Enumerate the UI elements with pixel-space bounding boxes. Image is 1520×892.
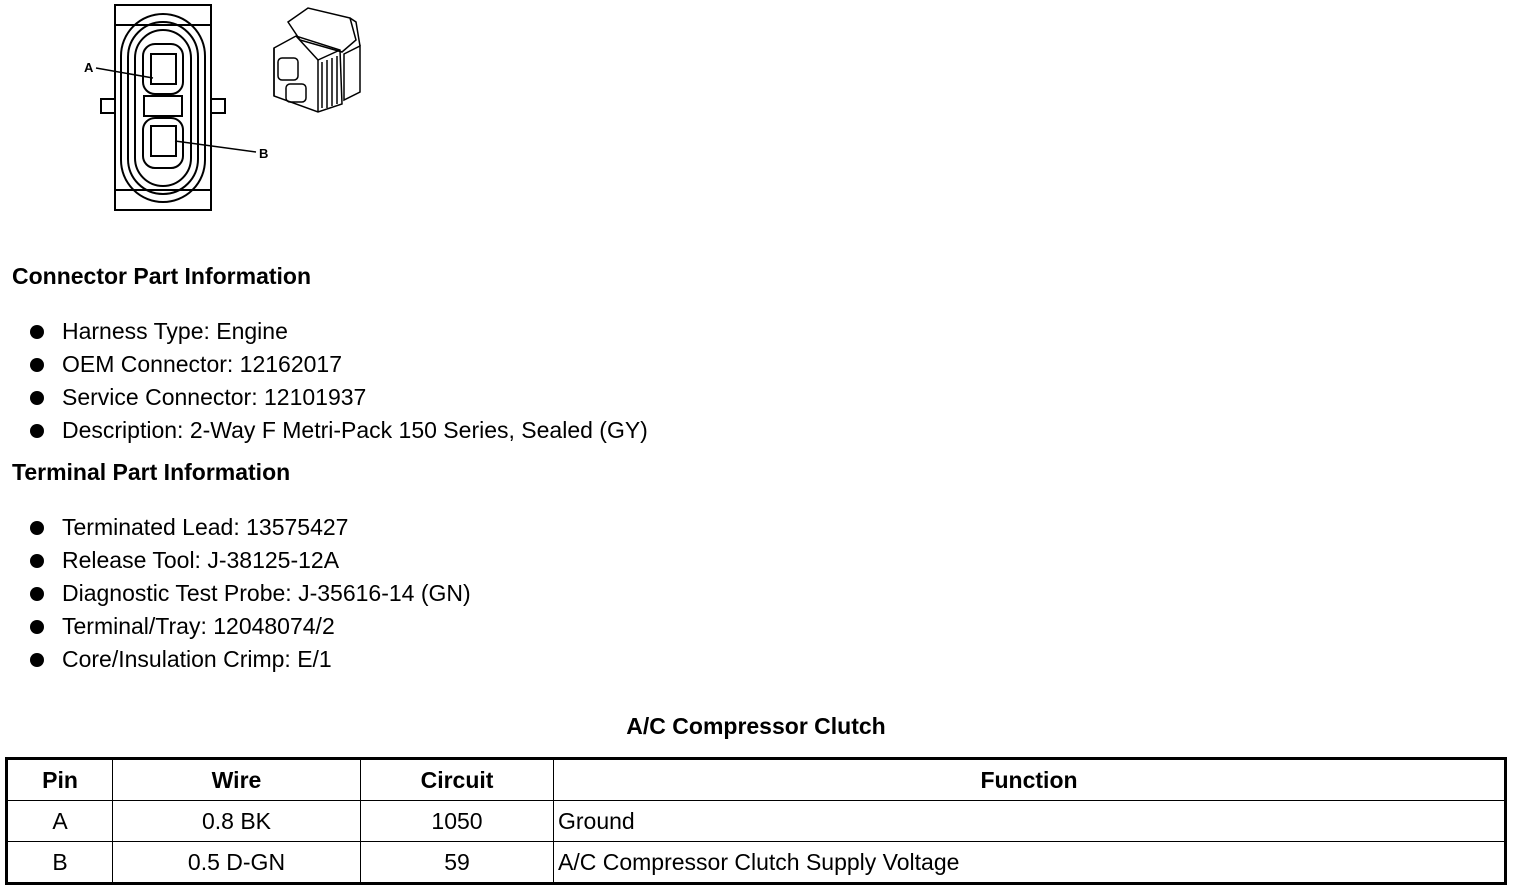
list-item-text: Description: 2-Way F Metri-Pack 150 Series, Sealed (GY)	[62, 417, 648, 443]
pin-label-a: A	[84, 60, 94, 75]
header-circuit: Circuit	[361, 759, 554, 801]
terminal-a	[151, 54, 176, 84]
connector-part-info-list	[30, 315, 648, 447]
table-row	[7, 842, 1506, 884]
list-item	[30, 577, 471, 610]
table-header-row	[7, 759, 1506, 801]
table-row	[7, 801, 1506, 842]
list-item-text: Terminal/Tray: 12048074/2	[62, 613, 335, 639]
terminal-b	[151, 126, 176, 156]
terminal-part-info-heading: Terminal Part Information	[12, 459, 291, 485]
bullet-icon	[30, 620, 44, 634]
bullet-icon	[30, 587, 44, 601]
header-function: Function	[554, 759, 1506, 801]
table-title: A/C Compressor Clutch	[626, 713, 886, 739]
bullet-icon	[30, 325, 44, 339]
bullet-icon	[30, 424, 44, 438]
list-item	[30, 544, 471, 577]
list-item	[30, 414, 648, 447]
cell-circuit: 1050	[361, 801, 554, 842]
terminal-part-info-list	[30, 511, 471, 676]
list-item	[30, 643, 471, 676]
connector-iso-view	[274, 8, 360, 112]
list-item	[30, 511, 471, 544]
cell-function: A/C Compressor Clutch Supply Voltage	[554, 842, 1506, 884]
list-item	[30, 610, 471, 643]
list-item	[30, 381, 648, 414]
bullet-icon	[30, 653, 44, 667]
connector-diagram	[60, 0, 380, 220]
bullet-icon	[30, 358, 44, 372]
list-item-text: OEM Connector: 12162017	[62, 351, 343, 377]
pin-table	[5, 757, 1507, 885]
bullet-icon	[30, 521, 44, 535]
list-item-text: Diagnostic Test Probe: J-35616-14 (GN)	[62, 580, 471, 606]
bullet-icon	[30, 391, 44, 405]
pin-label-b: B	[259, 146, 269, 161]
header-pin: Pin	[7, 759, 113, 801]
cell-function: Ground	[554, 801, 1506, 842]
cell-pin: A	[7, 801, 113, 842]
list-item	[30, 315, 648, 348]
cell-pin: B	[7, 842, 113, 884]
list-item-text: Terminated Lead: 13575427	[62, 514, 349, 540]
list-item-text: Release Tool: J-38125-12A	[62, 547, 340, 573]
cell-wire: 0.8 BK	[113, 801, 361, 842]
list-item	[30, 348, 648, 381]
connector-housing-outline	[115, 5, 211, 210]
header-wire: Wire	[113, 759, 361, 801]
list-item-text: Harness Type: Engine	[62, 318, 288, 344]
bullet-icon	[30, 554, 44, 568]
connector-part-info-heading: Connector Part Information	[12, 263, 312, 289]
cell-circuit: 59	[361, 842, 554, 884]
cell-wire: 0.5 D-GN	[113, 842, 361, 884]
list-item-text: Core/Insulation Crimp: E/1	[62, 646, 332, 672]
list-item-text: Service Connector: 12101937	[62, 384, 367, 410]
